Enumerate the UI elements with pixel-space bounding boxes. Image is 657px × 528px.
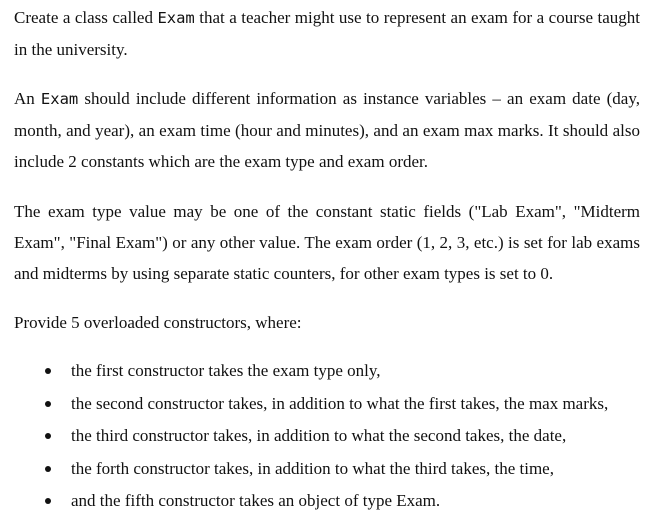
bullet-icon	[45, 498, 51, 504]
bullet-icon	[45, 401, 51, 407]
list-item	[14, 485, 654, 518]
instance-variables-paragraph	[14, 83, 640, 177]
bullet-icon	[45, 368, 51, 374]
intro-text-start: Create a class called	[14, 8, 158, 27]
list-item-text: the second constructor takes, in addition to what the first takes, the max marks,	[71, 393, 609, 413]
list-item-text: the third constructor takes, in addition to what the second takes, the date,	[71, 426, 567, 445]
class-name-code: Exam	[157, 9, 195, 27]
list-item-text: and the fifth constructor takes an object of type Exam.	[71, 491, 441, 510]
constructors-intro-paragraph: Provide 5 overloaded constructors, where:	[14, 313, 302, 332]
variables-text-start: An	[14, 89, 41, 108]
intro-paragraph	[14, 2, 640, 65]
constructors-list	[14, 355, 654, 518]
intro-text-end: that a teacher might use to represent an exam for a course taught in the university.	[14, 8, 640, 59]
list-item-text: the first constructor takes the exam type only,	[71, 361, 381, 380]
list-item	[14, 388, 654, 421]
exam-type-paragraph: The exam type value may be one of the constant static fields ("Lab Exam", "Midterm Exam", "Final Exam") or any other value. The exam order (1, 2, 3, etc.) is set for lab exams and midterms by using separate static counters, for other exam types is set to 0.	[14, 202, 640, 283]
bullet-icon	[45, 466, 51, 472]
variables-text-end: should include different information as instance variables – an exam date (day, month, and year), an exam time (hour and minutes), and an exam max marks. It should also include 2 constants which are the exam type and exam order.	[14, 89, 640, 171]
list-item	[14, 420, 654, 453]
list-item-text: the forth constructor takes, in addition to what the third takes, the time,	[71, 458, 554, 478]
list-item	[14, 453, 654, 486]
list-item	[14, 355, 654, 388]
class-name-code: Exam	[40, 90, 79, 108]
bullet-icon	[45, 433, 51, 439]
